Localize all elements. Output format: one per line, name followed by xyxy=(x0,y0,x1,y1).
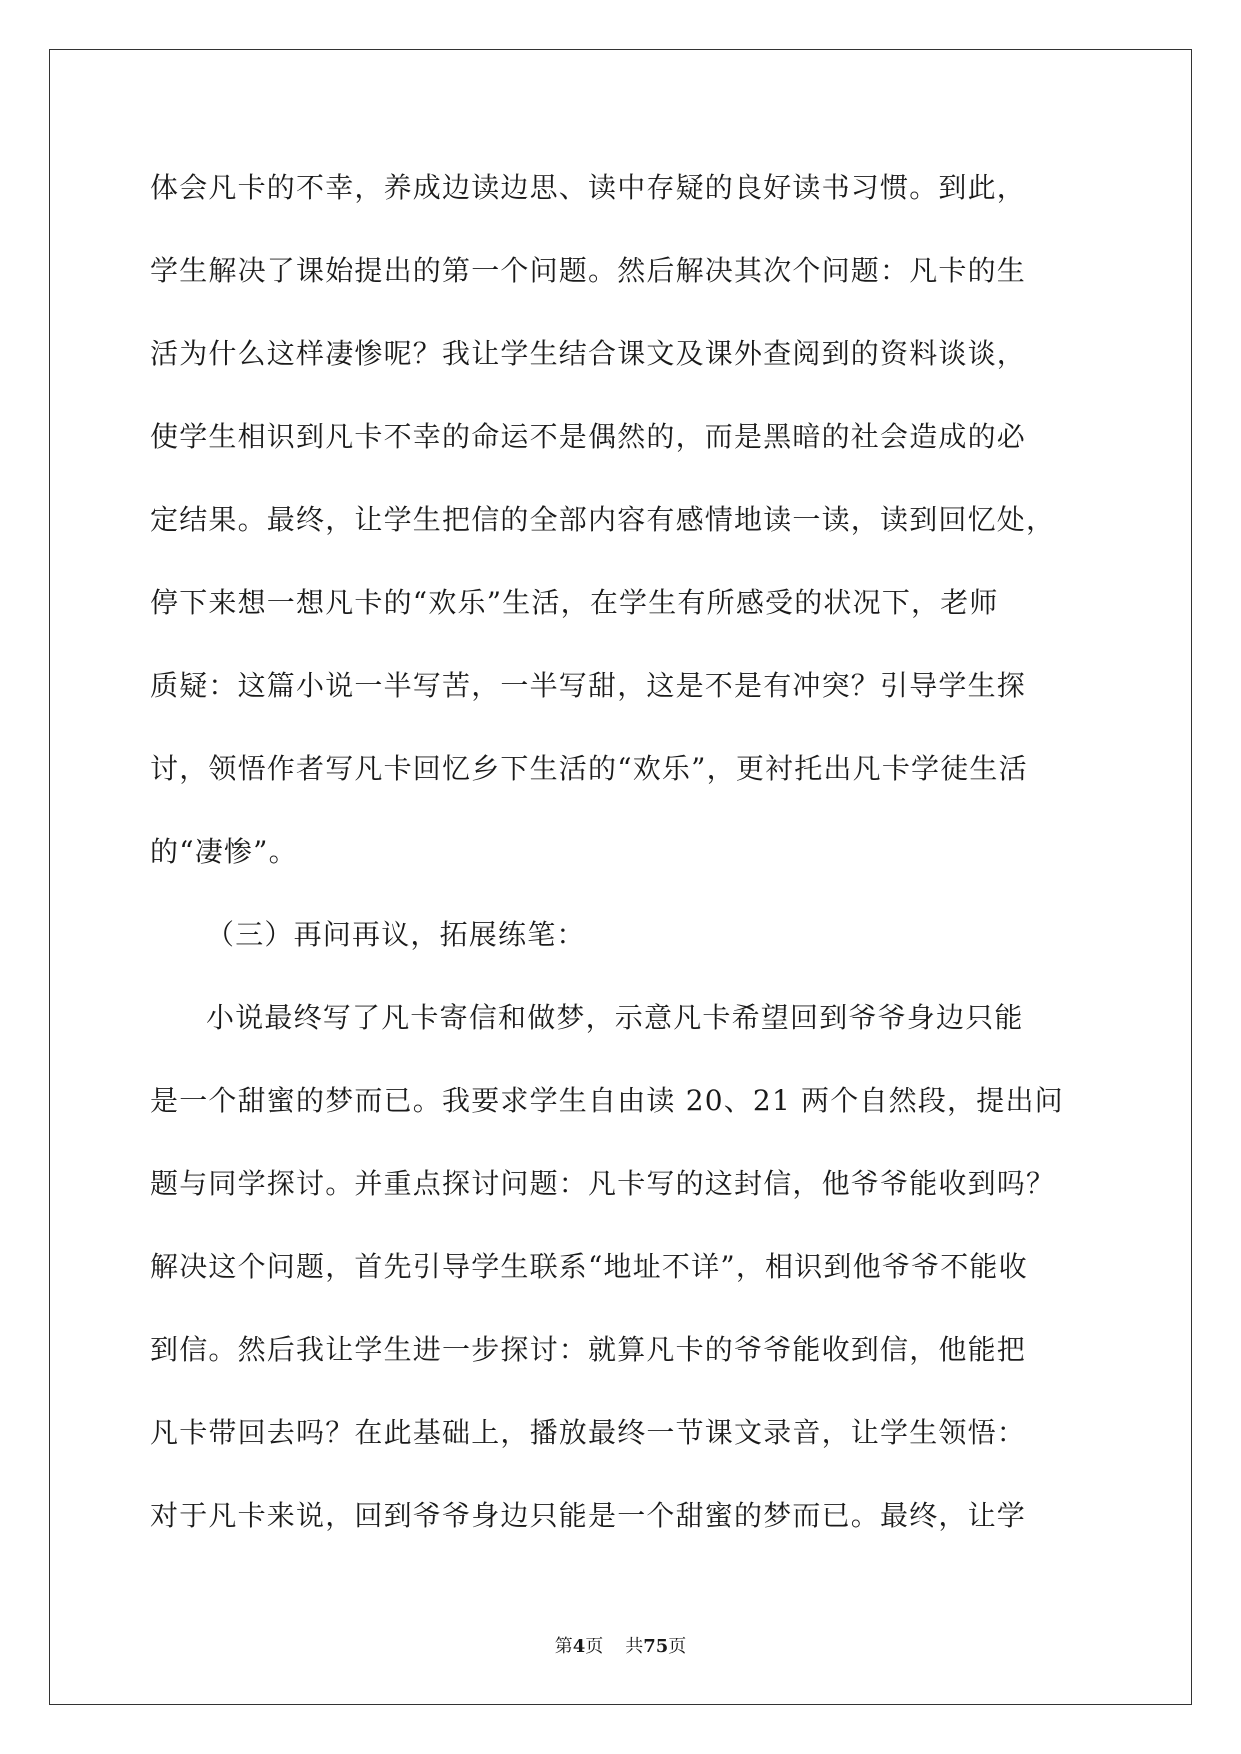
text-line: 凡卡带回去吗？在此基础上，播放最终一节课文录音，让学生领悟： xyxy=(150,1416,1027,1449)
text-line: 到信。然后我让学生进一步探讨：就算凡卡的爷爷能收到信，他能把 xyxy=(150,1333,1027,1366)
page-footer xyxy=(0,1632,1241,1658)
page-suffix: 页 xyxy=(585,1636,604,1657)
text-line: 使学生相识到凡卡不幸的命运不是偶然的，而是黑暗的社会造成的必 xyxy=(150,420,1027,453)
text-line: 讨，领悟作者写凡卡回忆乡下生活的“欢乐”，更衬托出凡卡学徒生活 xyxy=(150,752,1028,785)
total-suffix: 页 xyxy=(668,1636,687,1657)
text-line: 体会凡卡的不幸，养成边读边思、读中存疑的良好读书习惯。到此， xyxy=(150,171,1027,204)
page-number: 4 xyxy=(572,1636,586,1657)
text-line: 停下来想一想凡卡的“欢乐”生活，在学生有所感受的状况下，老师 xyxy=(150,586,999,619)
text-line: 解决这个问题，首先引导学生联系“地址不详”，相识到他爷爷不能收 xyxy=(150,1250,1028,1283)
total-prefix: 共 xyxy=(625,1636,644,1657)
page-prefix: 第 xyxy=(554,1636,573,1657)
total-pages: 75 xyxy=(643,1636,669,1657)
text-line: 题与同学探讨。并重点探讨问题：凡卡写的这封信，他爷爷能收到吗？ xyxy=(150,1167,1056,1200)
text-line: 学生解决了课始提出的第一个问题。然后解决其次个问题：凡卡的生 xyxy=(150,254,1027,287)
paragraph-first-line: 小说最终写了凡卡寄信和做梦，示意凡卡希望回到爷爷身边只能 xyxy=(206,1001,1024,1034)
document-body xyxy=(150,162,1095,1573)
text-line: 是一个甜蜜的梦而已。我要求学生自由读 20、21 两个自然段，提出问 xyxy=(150,1084,1064,1117)
text-line: 对于凡卡来说，回到爷爷身边只能是一个甜蜜的梦而已。最终，让学 xyxy=(150,1499,1027,1532)
text-line: 质疑：这篇小说一半写苦，一半写甜，这是不是有冲突？引导学生探 xyxy=(150,669,1027,702)
section-heading: （三）再问再议，拓展练笔： xyxy=(206,918,586,951)
text-line: 定结果。最终，让学生把信的全部内容有感情地读一读，读到回忆处， xyxy=(150,503,1056,536)
text-line: 活为什么这样凄惨呢？我让学生结合课文及课外查阅到的资料谈谈， xyxy=(150,337,1027,370)
text-line: 的“凄惨”。 xyxy=(150,835,298,868)
